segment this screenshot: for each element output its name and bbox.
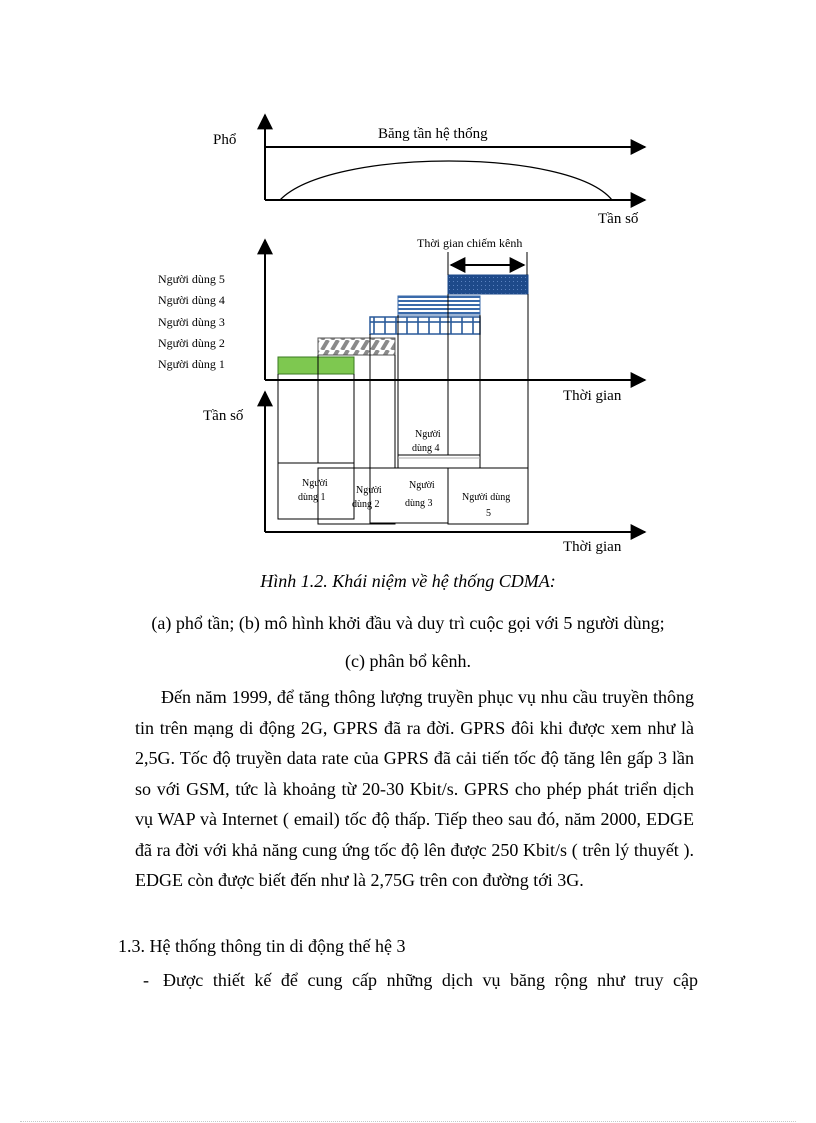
box-4-label-line1: Người <box>415 429 441 440</box>
occupancy-x-label: Thời gian <box>563 388 622 404</box>
occupancy-panel <box>158 236 645 404</box>
user-4-bar <box>398 296 480 315</box>
page-footer-rule <box>20 1121 796 1122</box>
figure-caption-line2: (c) phân bổ kênh. <box>345 651 471 671</box>
user-label-2: Người dùng 2 <box>158 336 225 350</box>
user-label-4: Người dùng 4 <box>158 293 225 307</box>
spectrum-y-label: Phổ <box>213 132 237 148</box>
user-label-3: Người dùng 3 <box>158 315 225 329</box>
bullet-text: Được thiết kế để cung cấp những dịch vụ băng rộng như truy cập <box>163 970 698 990</box>
user-3-bar <box>370 317 480 334</box>
user-2-bar <box>318 338 395 355</box>
system-band-label: Băng tần hệ thống <box>378 126 488 142</box>
section-heading: 1.3. Hệ thống thông tin di động thế hệ 3 <box>118 936 406 956</box>
figure-caption-line1: (a) phổ tần; (b) mô hình khởi đầu và duy trì cuộc gọi với 5 người dùng; <box>151 613 665 633</box>
spectrum-curve <box>280 161 612 200</box>
box-1-label-line2: dùng 1 <box>298 492 326 503</box>
box-5-label-line1: Người dùng <box>462 492 511 503</box>
occupancy-label: Thời gian chiếm kênh <box>417 236 523 250</box>
box-3-label-line2: dùng 3 <box>405 498 433 509</box>
figure-caption-title: Hình 1.2. Khái niệm về hệ thống CDMA: <box>260 571 556 591</box>
spectrum-x-label: Tần số <box>598 211 639 227</box>
box-2-label-line1: Người <box>356 485 382 496</box>
user-label-5: Người dùng 5 <box>158 272 225 286</box>
user-label-1: Người dùng 1 <box>158 357 225 371</box>
user-1-bar <box>278 357 354 374</box>
box-1-label-line1: Người <box>302 478 328 489</box>
bullet-item <box>143 970 698 991</box>
box-3-label-line1: Người <box>409 480 435 491</box>
allocation-y-label: Tần số <box>203 408 244 424</box>
spectrum-panel <box>213 115 645 227</box>
box-4-label-line2: dùng 4 <box>412 443 440 454</box>
allocation-x-label: Thời gian <box>563 539 622 555</box>
user-5-bar <box>448 275 528 294</box>
box-2-label-line2: dùng 2 <box>352 499 380 510</box>
body-paragraph: Đến năm 1999, để tăng thông lượng truyền phục vụ nhu cầu truyền thông tin trên mạng di động 2G, GPRS đã ra đời. GPRS đôi khi được xem như là 2,5G. Tốc độ truyền data rate của GPRS đã cải tiến tốc độ tăng lên gấp 3 lần so với GSM, tức là khoảng từ 20-30 Kbit/s. GPRS cho phép phát triển dịch vụ WAP và Internet ( email) tốc độ thấp. Tiếp theo sau đó, năm 2000, EDGE đã ra đời với khả năng cung ứng tốc độ lên được 250 Kbit/s ( trên lý thuyết ). EDGE còn được biết đến như là 2,75G trên con đường tới 3G. <box>135 687 694 890</box>
bullet-marker: - <box>143 970 149 990</box>
box-5-label-line2: 5 <box>486 508 491 519</box>
